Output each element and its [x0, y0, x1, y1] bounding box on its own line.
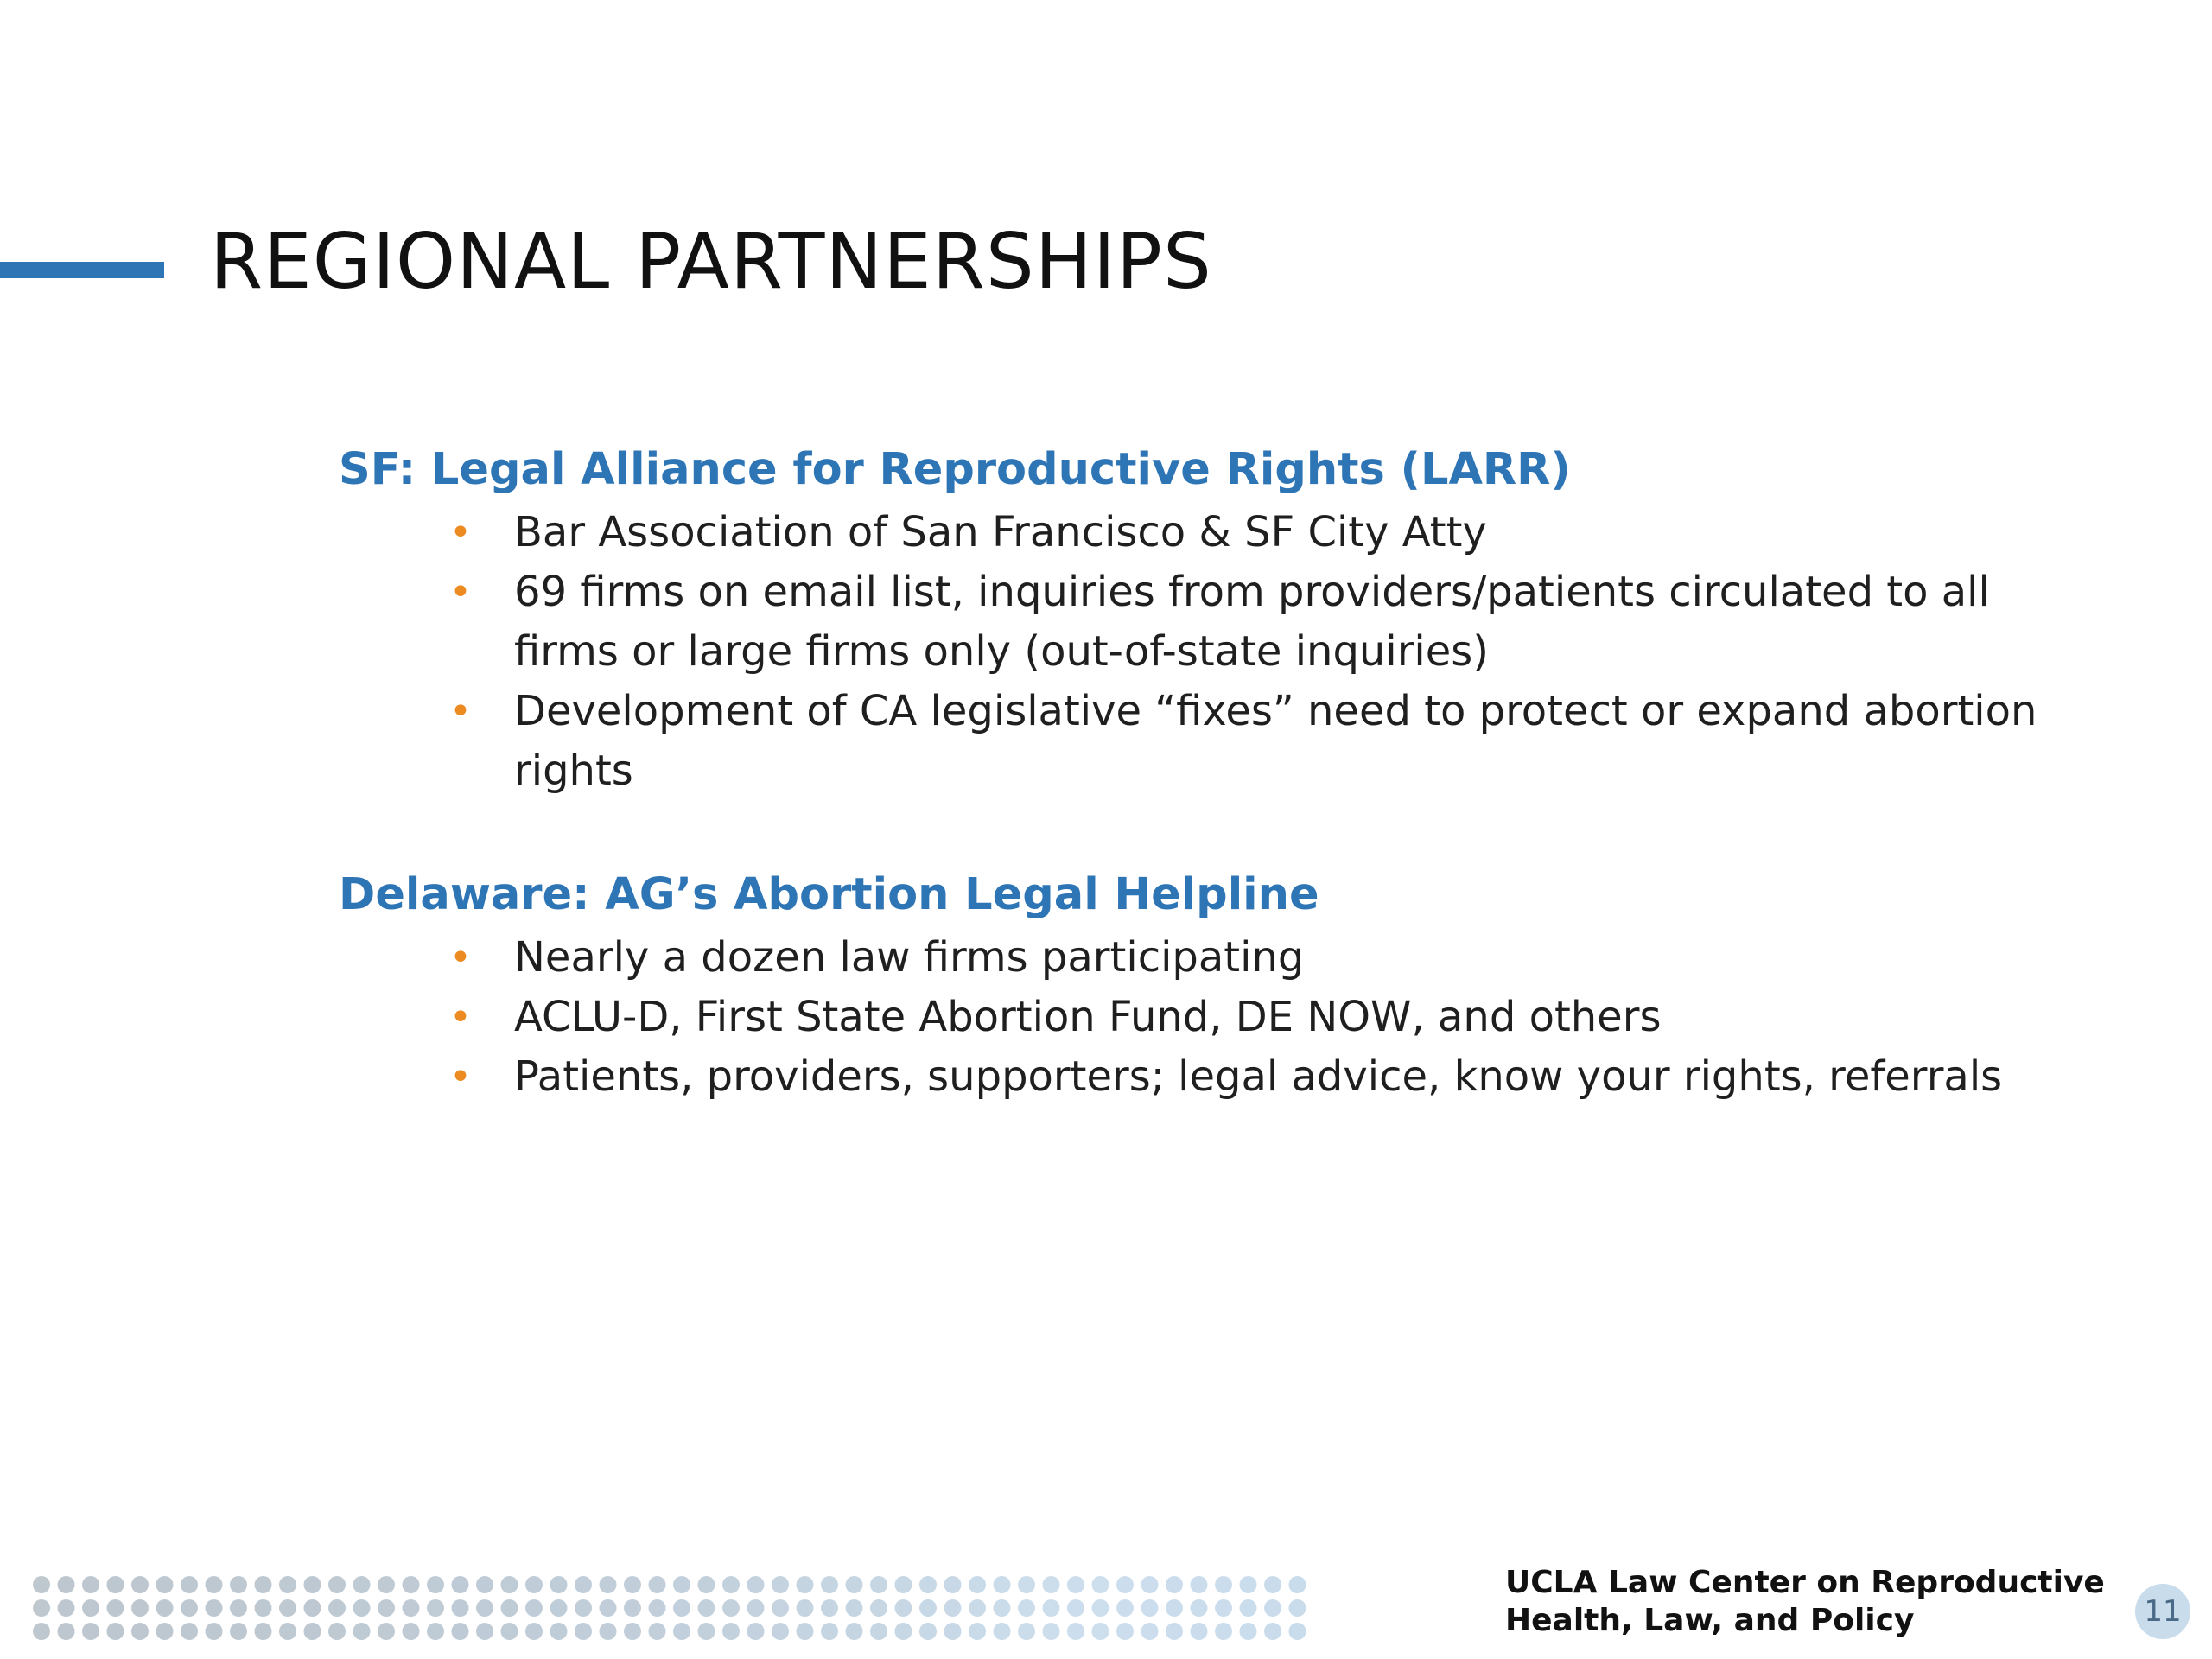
- decoration-dot: [1141, 1576, 1159, 1593]
- decoration-dot: [797, 1623, 814, 1640]
- decoration-dot: [649, 1576, 666, 1593]
- decoration-dot: [230, 1576, 247, 1593]
- org-name: [1505, 1564, 2127, 1640]
- decoration-dot: [1191, 1623, 1208, 1640]
- decoration-dot: [944, 1576, 962, 1593]
- decoration-dot: [58, 1623, 75, 1640]
- bullet-text: Nearly a dozen law firms participating: [514, 933, 1305, 982]
- decoration-dot: [403, 1623, 420, 1640]
- decoration-dot: [82, 1599, 99, 1617]
- decoration-dot: [328, 1623, 346, 1640]
- bullet-dot-icon: •: [449, 690, 472, 734]
- decoration-dot: [722, 1623, 740, 1640]
- decoration-dot: [673, 1576, 690, 1593]
- decoration-dot: [1018, 1599, 1035, 1617]
- decoration-dot: [994, 1623, 1011, 1640]
- decoration-dot: [1092, 1599, 1109, 1617]
- decoration-dot: [452, 1599, 469, 1617]
- decoration-dot: [698, 1599, 715, 1617]
- decoration-dot: [1116, 1623, 1134, 1640]
- decoration-dot: [378, 1576, 395, 1593]
- section-heading: Delaware: AG’s Abortion Legal Helpline: [339, 869, 1319, 920]
- title-accent-bar: [0, 262, 164, 278]
- decoration-dot: [353, 1576, 371, 1593]
- decoration-dot: [328, 1599, 346, 1617]
- decoration-dot: [427, 1576, 444, 1593]
- decoration-dot: [1215, 1576, 1232, 1593]
- decoration-dot: [1166, 1623, 1183, 1640]
- decoration-dot: [230, 1623, 247, 1640]
- decoration-dot: [870, 1599, 887, 1617]
- decoration-dot: [33, 1599, 50, 1617]
- bullet-dot-icon: •: [449, 511, 472, 556]
- decoration-dot: [846, 1576, 863, 1593]
- decoration-dot: [206, 1623, 223, 1640]
- decoration-dot: [919, 1623, 937, 1640]
- decoration-dot: [870, 1623, 887, 1640]
- decoration-dot: [501, 1599, 518, 1617]
- decoration-dot: [206, 1599, 223, 1617]
- decoration-dot: [33, 1623, 50, 1640]
- decoration-dot: [846, 1599, 863, 1617]
- bullet-item: [339, 988, 2067, 1047]
- decoration-dot: [181, 1623, 198, 1640]
- decoration-dot: [1092, 1576, 1109, 1593]
- bullet-item: [339, 503, 2067, 563]
- decoration-dot: [550, 1623, 568, 1640]
- decoration-dot: [649, 1599, 666, 1617]
- decoration-dot: [575, 1623, 592, 1640]
- decoration-dot: [895, 1623, 912, 1640]
- decoration-dot: [1191, 1576, 1208, 1593]
- bullet-list: [339, 928, 2067, 1107]
- decoration-dot: [1166, 1599, 1183, 1617]
- decoration-dot: [919, 1599, 937, 1617]
- decoration-dot: [1018, 1576, 1035, 1593]
- decoration-dot: [747, 1599, 765, 1617]
- decoration-dot: [525, 1576, 543, 1593]
- decoration-dot: [378, 1623, 395, 1640]
- decoration-dot: [575, 1576, 592, 1593]
- decoration-dot: [279, 1623, 296, 1640]
- decoration-dot: [895, 1576, 912, 1593]
- decoration-dot: [107, 1599, 124, 1617]
- decoration-dot: [279, 1576, 296, 1593]
- decoration-dot: [1289, 1599, 1306, 1617]
- decoration-dot: [230, 1599, 247, 1617]
- decoration-dot: [476, 1576, 493, 1593]
- decoration-dot: [600, 1623, 617, 1640]
- decoration-dot: [673, 1599, 690, 1617]
- decoration-dot: [279, 1599, 296, 1617]
- decoration-dot: [1043, 1623, 1060, 1640]
- decoration-dot: [131, 1623, 149, 1640]
- decoration-dot: [1240, 1623, 1257, 1640]
- decoration-dot: [1264, 1599, 1281, 1617]
- decoration-dot: [427, 1623, 444, 1640]
- decoration-dot: [1264, 1623, 1281, 1640]
- decoration-dot: [1240, 1576, 1257, 1593]
- decoration-dot: [255, 1576, 272, 1593]
- decoration-dot: [944, 1599, 962, 1617]
- decoration-dot: [772, 1599, 789, 1617]
- decoration-dot: [107, 1623, 124, 1640]
- decoration-dot: [1215, 1599, 1232, 1617]
- bullet-text: Patients, providers, supporters; legal advice, know your rights, referrals: [514, 1052, 2003, 1102]
- bullet-text: 69 firms on email list, inquiries from providers/patients circulated to all firms or large firms only (out-of-state inquiries): [514, 568, 1990, 677]
- bullet-text: Development of CA legislative “fixes” need to protect or expand abortion rights: [514, 687, 2037, 796]
- decoration-dot: [1289, 1623, 1306, 1640]
- decoration-dot: [624, 1576, 641, 1593]
- decoration-dot: [895, 1599, 912, 1617]
- decoration-dot: [33, 1576, 50, 1593]
- decoration-dot: [698, 1576, 715, 1593]
- decoration-dot: [328, 1576, 346, 1593]
- decoration-dot: [624, 1599, 641, 1617]
- decoration-dot: [969, 1623, 986, 1640]
- decoration-dot: [476, 1599, 493, 1617]
- decoration-dot: [304, 1576, 321, 1593]
- decoration-dot: [722, 1599, 740, 1617]
- decoration-dot: [181, 1599, 198, 1617]
- decoration-dot: [919, 1576, 937, 1593]
- decoration-dot: [452, 1623, 469, 1640]
- dot-grid-decoration: [31, 1573, 1310, 1643]
- decoration-dot: [870, 1576, 887, 1593]
- bullet-item: [339, 928, 2067, 988]
- section-sf-larr: [339, 443, 2067, 801]
- decoration-dot: [1289, 1576, 1306, 1593]
- decoration-dot: [107, 1576, 124, 1593]
- decoration-dot: [476, 1623, 493, 1640]
- decoration-dot: [969, 1599, 986, 1617]
- decoration-dot: [525, 1599, 543, 1617]
- bullet-dot-icon: •: [449, 570, 472, 615]
- decoration-dot: [1116, 1576, 1134, 1593]
- decoration-dot: [156, 1576, 174, 1593]
- bullet-item: [339, 1047, 2067, 1107]
- page-number-badge: 11: [2135, 1584, 2190, 1639]
- decoration-dot: [82, 1576, 99, 1593]
- bullet-text: ACLU-D, First State Abortion Fund, DE NOW, and others: [514, 993, 1662, 1042]
- decoration-dot: [673, 1623, 690, 1640]
- decoration-dot: [427, 1599, 444, 1617]
- decoration-dot: [600, 1576, 617, 1593]
- decoration-dot: [1141, 1599, 1159, 1617]
- decoration-dot: [1141, 1623, 1159, 1640]
- decoration-dot: [304, 1623, 321, 1640]
- decoration-dot: [772, 1576, 789, 1593]
- bullet-dot-icon: •: [449, 995, 472, 1040]
- decoration-dot: [452, 1576, 469, 1593]
- org-name-line-1: UCLA Law Center on Reproductive: [1505, 1565, 2105, 1600]
- decoration-dot: [156, 1599, 174, 1617]
- decoration-dot: [994, 1576, 1011, 1593]
- decoration-dot: [501, 1623, 518, 1640]
- decoration-dot: [181, 1576, 198, 1593]
- decoration-dot: [58, 1599, 75, 1617]
- decoration-dot: [1018, 1623, 1035, 1640]
- decoration-dot: [722, 1576, 740, 1593]
- decoration-dot: [550, 1576, 568, 1593]
- decoration-dot: [353, 1599, 371, 1617]
- decoration-dot: [797, 1576, 814, 1593]
- decoration-dot: [82, 1623, 99, 1640]
- bullet-text: Bar Association of San Francisco & SF City Atty: [514, 508, 1487, 557]
- decoration-dot: [772, 1623, 789, 1640]
- decoration-dot: [58, 1576, 75, 1593]
- decoration-dot: [944, 1623, 962, 1640]
- decoration-dot: [353, 1623, 371, 1640]
- decoration-dot: [698, 1623, 715, 1640]
- decoration-dot: [821, 1623, 838, 1640]
- decoration-dot: [1043, 1599, 1060, 1617]
- bullet-dot-icon: •: [449, 936, 472, 981]
- decoration-dot: [131, 1599, 149, 1617]
- decoration-dot: [1067, 1576, 1084, 1593]
- decoration-dot: [1067, 1599, 1084, 1617]
- decoration-dot: [403, 1576, 420, 1593]
- decoration-dot: [1215, 1623, 1232, 1640]
- org-name-line-2: Health, Law, and Policy: [1505, 1603, 1915, 1638]
- decoration-dot: [378, 1599, 395, 1617]
- decoration-dot: [1116, 1599, 1134, 1617]
- slide-title: REGIONAL PARTNERSHIPS: [210, 217, 1212, 306]
- decoration-dot: [1166, 1576, 1183, 1593]
- decoration-dot: [1240, 1599, 1257, 1617]
- decoration-dot: [1191, 1599, 1208, 1617]
- decoration-dot: [575, 1599, 592, 1617]
- decoration-dot: [206, 1576, 223, 1593]
- decoration-dot: [255, 1623, 272, 1640]
- decoration-dot: [403, 1599, 420, 1617]
- decoration-dot: [156, 1623, 174, 1640]
- decoration-dot: [846, 1623, 863, 1640]
- section-delaware-helpline: [339, 868, 2067, 1107]
- decoration-dot: [550, 1599, 568, 1617]
- decoration-dot: [994, 1599, 1011, 1617]
- decoration-dot: [821, 1576, 838, 1593]
- bullet-item: [339, 563, 2067, 682]
- decoration-dot: [1092, 1623, 1109, 1640]
- decoration-dot: [525, 1623, 543, 1640]
- decoration-dot: [624, 1623, 641, 1640]
- decoration-dot: [1264, 1576, 1281, 1593]
- decoration-dot: [649, 1623, 666, 1640]
- decoration-dot: [747, 1623, 765, 1640]
- decoration-dot: [501, 1576, 518, 1593]
- decoration-dot: [969, 1576, 986, 1593]
- decoration-dot: [600, 1599, 617, 1617]
- bullet-item: [339, 682, 2067, 801]
- decoration-dot: [821, 1599, 838, 1617]
- section-heading: SF: Legal Alliance for Reproductive Rights (LARR): [339, 444, 1571, 495]
- decoration-dot: [304, 1599, 321, 1617]
- decoration-dot: [797, 1599, 814, 1617]
- bullet-dot-icon: •: [449, 1055, 472, 1100]
- decoration-dot: [255, 1599, 272, 1617]
- decoration-dot: [131, 1576, 149, 1593]
- bullet-list: [339, 503, 2067, 801]
- decoration-dot: [747, 1576, 765, 1593]
- decoration-dot: [1067, 1623, 1084, 1640]
- decoration-dot: [1043, 1576, 1060, 1593]
